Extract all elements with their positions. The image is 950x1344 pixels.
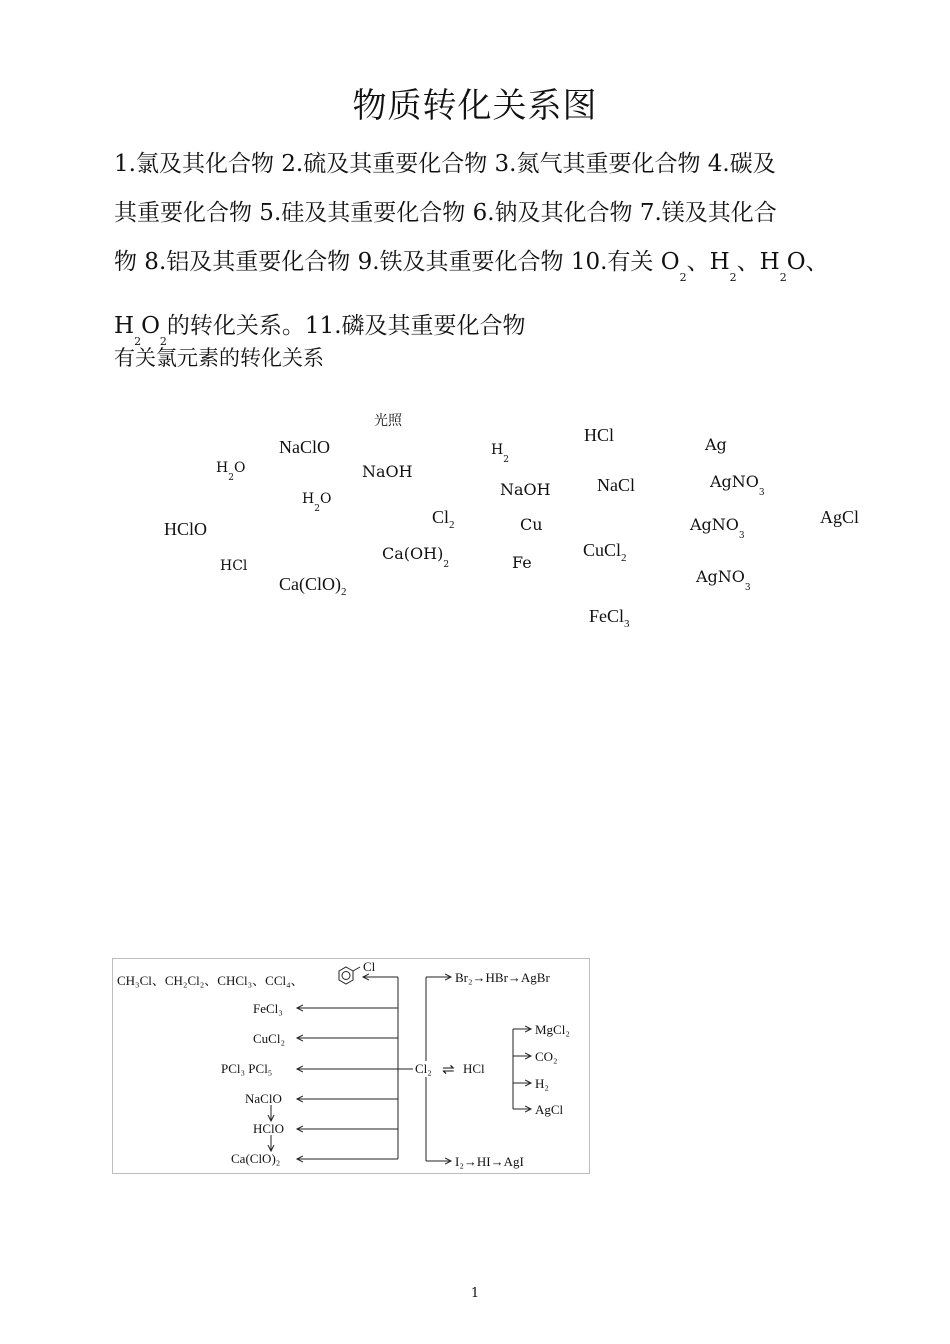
label-naoh-1: NaOH: [362, 462, 413, 481]
node-fecl3: FeCl₃: [253, 1001, 283, 1016]
label-hcl-left: HCl: [220, 558, 248, 574]
label-cucl2: CuCl$_2$: [583, 540, 627, 564]
label-fe: Fe: [512, 553, 532, 572]
node-agcl: AgCl: [535, 1102, 564, 1117]
label-light: 光照: [374, 413, 402, 429]
label-fecl3: FeCl$_3$: [589, 606, 630, 630]
label-agcl: AgCl: [820, 507, 860, 527]
label-cl2: $Cl_2$: [432, 507, 455, 531]
node-cl2: Cl₂: [415, 1061, 432, 1076]
node-naclo: NaClO: [245, 1091, 282, 1106]
chlorine-network-diagram: [112, 958, 590, 1174]
network-lines: [113, 959, 589, 1173]
label-caoh2: $Ca(OH)_2$: [382, 544, 450, 570]
label-naoh-2: NaOH: [500, 480, 551, 499]
toc-line-3: 物 8.铝及其重要化合物 9.铁及其重要化合物 10.有关 $O_2$、$H_2$、$H_2O$、: [114, 249, 829, 284]
label-ag: Ag: [705, 435, 727, 454]
label-h2o-left: $H_2O$: [216, 460, 246, 483]
label-nacl: NaCl: [597, 475, 635, 495]
label-naclo: NaClO: [279, 437, 330, 457]
table-of-contents: [114, 140, 854, 366]
node-hclo: HClO: [253, 1121, 285, 1136]
page-number: 1: [470, 1286, 480, 1301]
node-cucl2: CuCl₂: [253, 1031, 285, 1046]
toc-line-2: 其重要化合物 5.硅及其重要化合物 6.钠及其化合物 7.镁及其化合: [114, 200, 777, 226]
node-organic-chlorides: CH₃Cl、CH₂Cl₂、CHCl₃、CCl₄、: [117, 973, 304, 988]
node-bromine-chain: Br₂→HBr→AgBr: [455, 970, 550, 985]
label-hclo: HClO: [164, 519, 208, 539]
node-chlorobenzene-cl: Cl: [363, 959, 376, 974]
label-agno3-3: AgNO$_3$: [696, 567, 751, 593]
label-caclo2: $Ca(ClO)_2$: [279, 574, 347, 598]
label-agno3-1: AgNO$_3$: [710, 472, 765, 498]
node-co2: CO₂: [535, 1049, 558, 1064]
node-h2: H₂: [535, 1076, 549, 1091]
node-pcl: PCl₃ PCl₅: [221, 1061, 273, 1076]
page-title: 物质转化关系图: [352, 86, 598, 126]
toc-line-4: $H_2O_2$的转化关系。11.磷及其重要化合物: [114, 313, 526, 348]
node-iodine-chain: I₂→HI→AgI: [455, 1154, 524, 1169]
node-hcl: HCl: [463, 1061, 485, 1076]
node-caclo2: Ca(ClO)₂: [231, 1151, 281, 1166]
label-cu: Cu: [520, 515, 543, 534]
label-agno3-2: AgNO$_3$: [690, 515, 745, 541]
label-h2-top: $H_2$: [491, 442, 509, 465]
label-hcl-top: HCl: [584, 425, 615, 445]
section-heading: 有关氯元素的转化关系: [114, 346, 324, 370]
node-mgcl2: MgCl₂: [535, 1022, 570, 1037]
equilibrium-arrow: ⇌: [442, 1062, 455, 1078]
toc-line-1: 1.氯及其化合物 2.硫及其重要化合物 3.氮气其重要化合物 4.碳及: [114, 151, 776, 177]
label-h2o-mid: $H_2O$: [302, 491, 332, 514]
